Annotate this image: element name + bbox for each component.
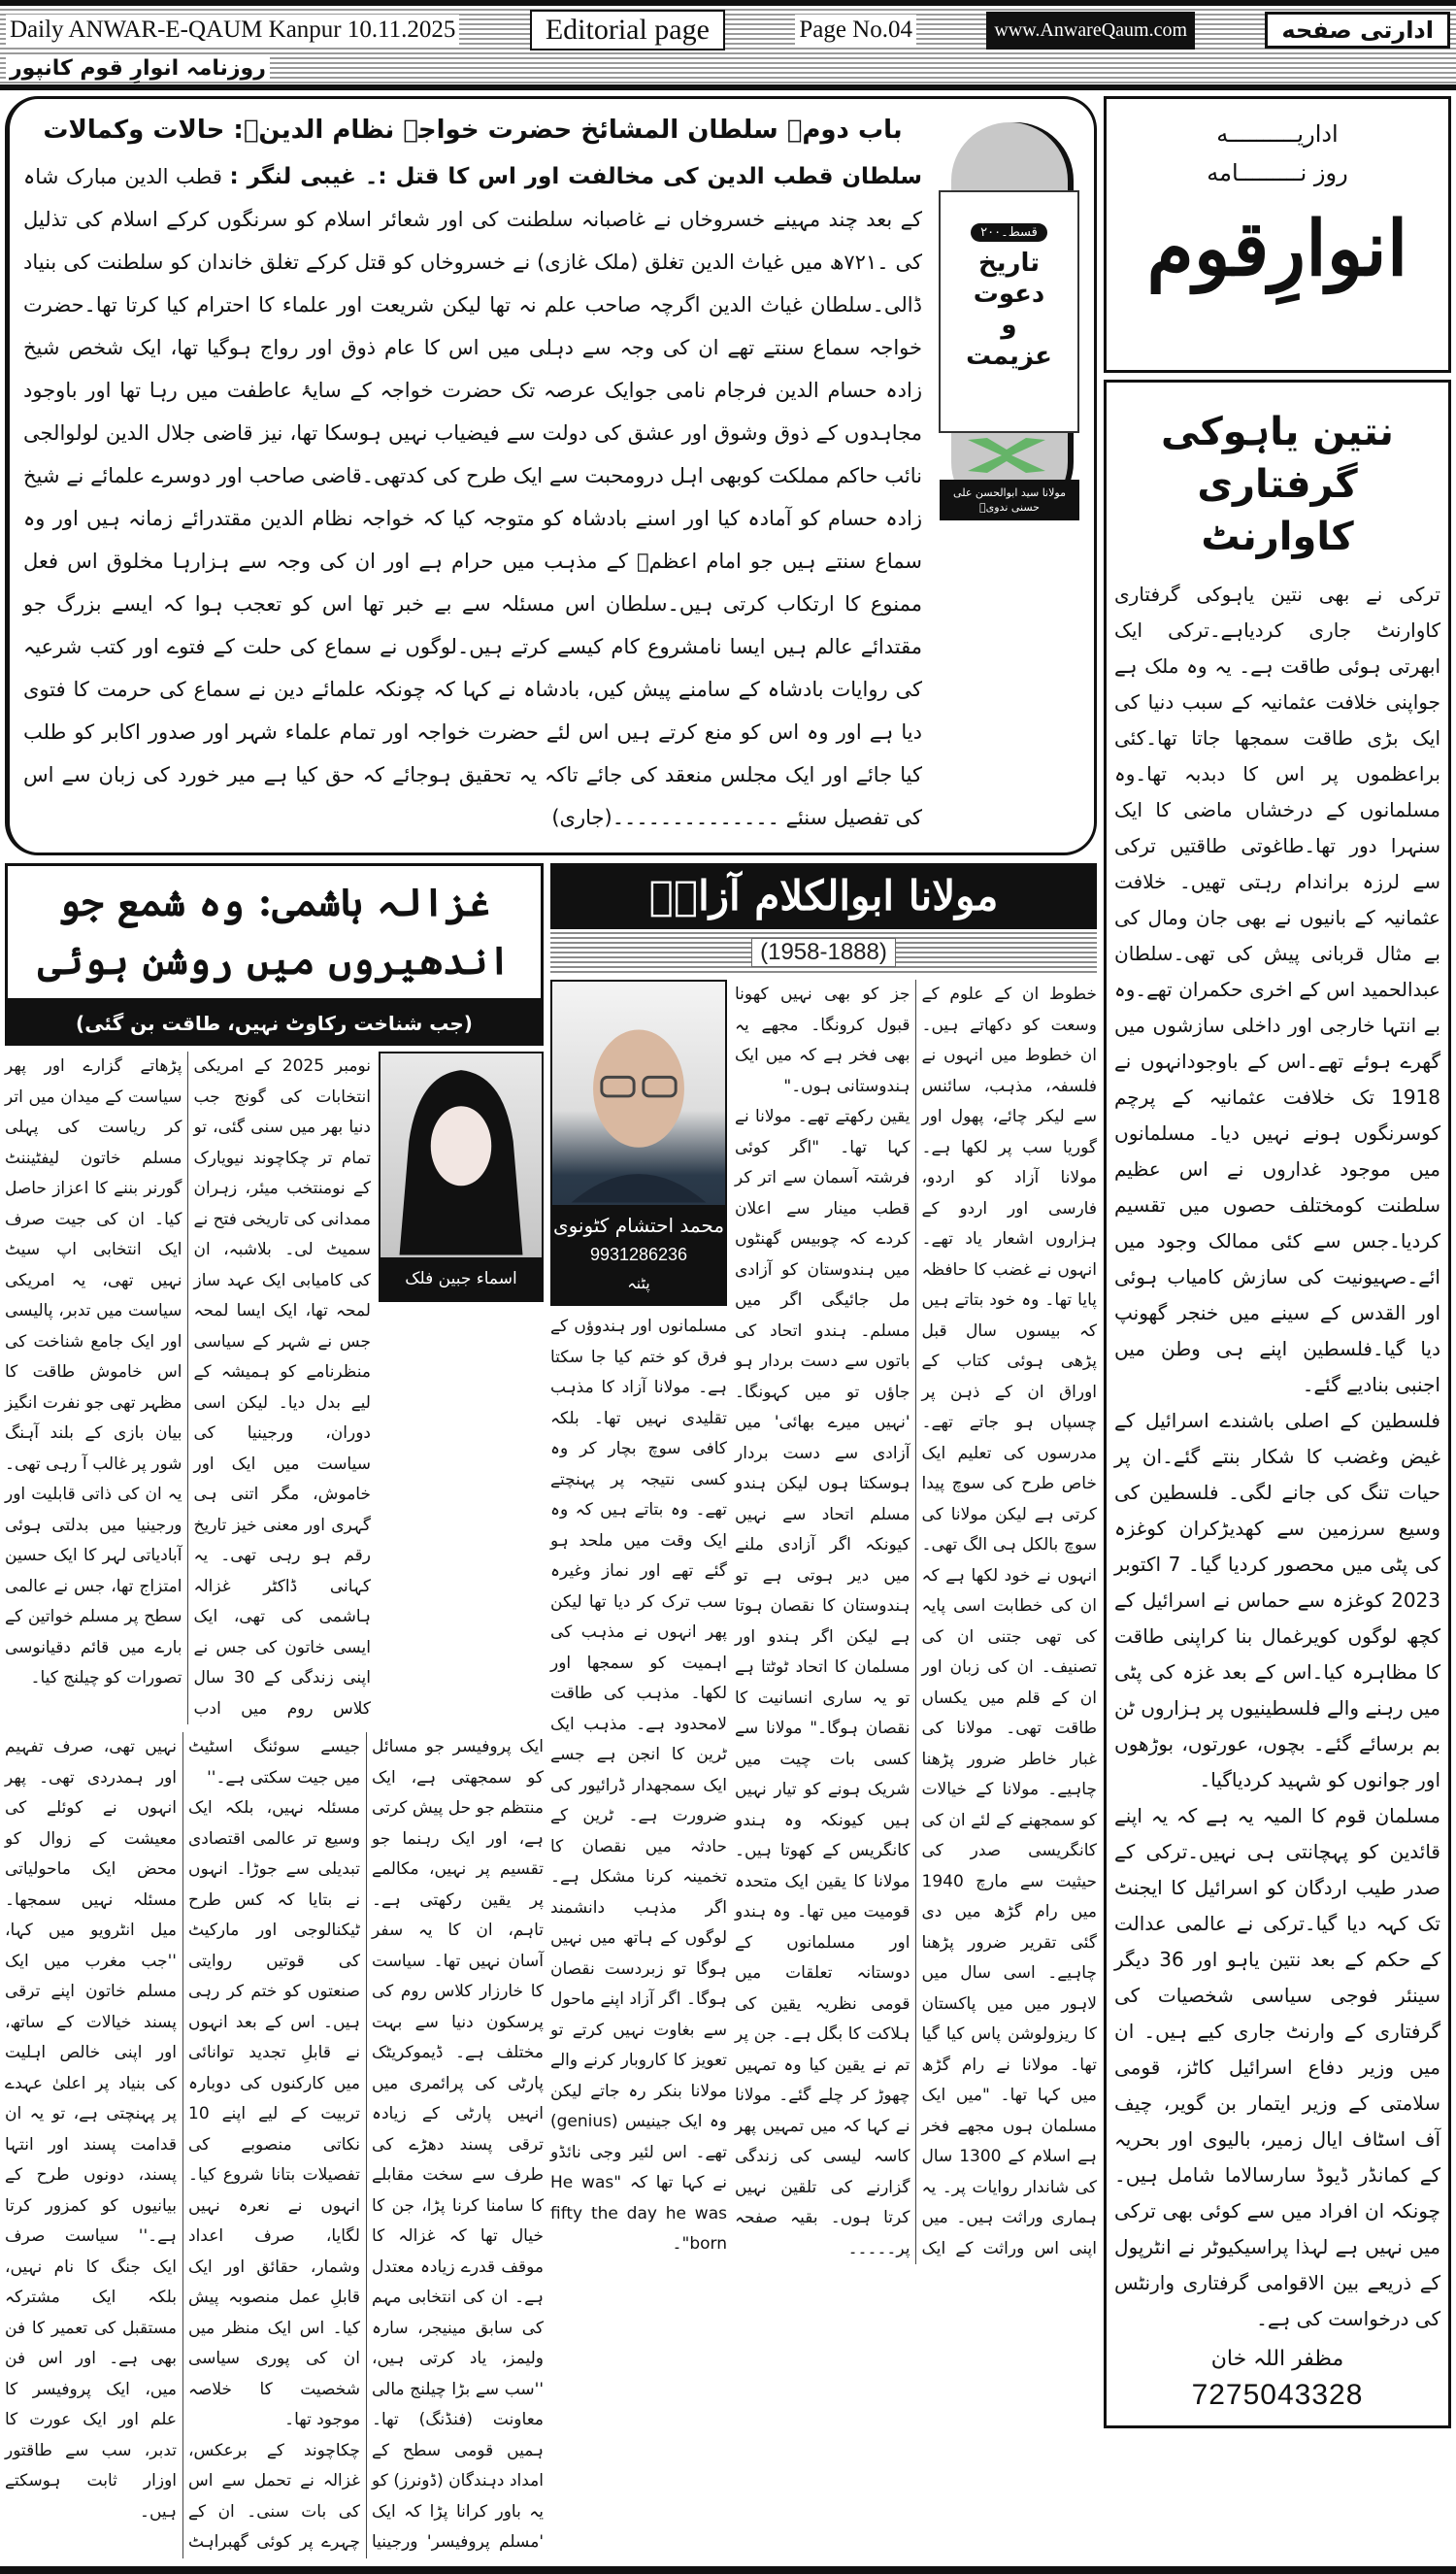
top-article-main — [23, 113, 922, 839]
page-number: Page No.04 — [795, 15, 916, 46]
editorial-headline: نتین یاہوکی گرفتاری کاوارنٹ — [1161, 410, 1394, 559]
azad-row — [550, 980, 1097, 2264]
editorial-author: مظفر اللہ خان — [1210, 2347, 1344, 2371]
paper-logo: انوارِقوم — [1146, 205, 1408, 293]
installment-badge: قسط۔۲۰۰ — [971, 223, 1047, 242]
section-title-en: Editorial page — [530, 10, 725, 50]
top-article — [5, 96, 1097, 855]
portrait-image — [381, 1053, 542, 1257]
ghazala-article — [5, 863, 544, 2558]
portrait-image — [552, 982, 725, 1205]
author-photo — [379, 1052, 544, 1302]
article-body-right — [550, 1312, 727, 2260]
series-title — [941, 248, 1077, 372]
masthead-bar — [0, 0, 1456, 90]
section-title-ur: ادارتی صفحه — [1265, 12, 1450, 49]
paragraph: مسلمانوں اور ہندوؤں کے فرق کو ختم کیا جا سکتا ہے۔ مولانا آزاد کا مذہب تقلیدی نہیں تھا۔ بلکہ کافی سوچ بچار کر وہ کسی نتیجہ پر پہنچتے تھے۔ وہ بتاتے ہیں کہ وہ ایک وقت میں ملحد ہو گئے تھے اور نماز وغیرہ سب ترک کر دیا تھا لیکن پھر انہوں نے مذہب کی اہمیت کو سمجھا اور لکھا۔ مذہب کی طاقت لامحدود ہے۔ مذہب ایک ٹرین کا انجن ہے جسے ایک سمجھدار ڈرائیور کی ضرورت ہے۔ ٹرین کے حادثہ میں نقصان کا تخمینہ کرنا مشکل ہے۔ اگر مذہب دانشمند لوگوں کے ہاتھ میں نہیں ہوگا تو زبردست نقصان ہوگا۔ اگر آزاد اپنے ماحول سے بغاوت نہیں کرتے تو تعویز کا کاروبار کرنے والے مولانا بنکر رہ جاتے لیکن وہ ایک جینیس (genius) تھے۔ اس لئیر وجی نائڈو نے کہا تھا کہ "He was fifty the day he was born"۔ — [550, 1317, 727, 2254]
paper-date: Daily ANWAR-E-QAUM Kanpur 10.11.2025 — [6, 15, 459, 46]
azad-article — [550, 863, 1097, 2264]
author-caption: اسماء جبین فلک — [381, 1257, 542, 1300]
article-body-upper — [5, 1052, 371, 1724]
daily-label: روز نـــــــــامه — [1207, 159, 1348, 186]
paragraph: ترکی نے بھی نتین یاہوکی گرفتاری کاوارنٹ جاری کردیاہے۔ترکی ایک ابھرتی ہوئی طاقت ہے۔ یہ وہ ملک ہے جواپنی خلافت عثمانیہ کے سبب دنیا کی ایک بڑی طاقت سمجھا جاتا تھا۔کئی براعظموں پر اس کا دبدبہ تھا۔وہ مسلمانوں کے درخشاں ماضی کا ایک سنہرا دور تھا۔طاغوتی طاقتیں ترکی سے لرزہ براندام رہتی تھیں۔ خلافت عثمانیہ کے بانیوں نے بھی جان ومال کی بے مثال قربانی پیش کی تھی۔سلطان عبدالحمید اس کے اخری حکمران تھے۔وہ بے انتہا خارجی اور داخلی سازشوں میں گھرے ہوئے تھے۔اس کے باوجودانہوں نے 1918 تک خلافت عثمانیہ کے پرچم کوسرنگوں ہونے نہیں دیا۔ مسلمانوں میں موجود غداروں نے اس عظیم سلطنت کومختلف حصوں میں تقسیم کردیا۔جس سے کئی ممالک وجود میں ائے۔صہیونیت کی سازش کامیاب ہوئی اور القدس کے سینے میں خنجر گھونپ دیا گیا۔فلسطین اپنے ہی وطن میں اجنبی بنادیے گئے۔ — [1114, 583, 1440, 1396]
article-subtitle: (جب شناخت رکاوٹ نہیں، طاقت بن گئی) — [5, 1001, 544, 1046]
editorial-masthead — [1104, 96, 1451, 373]
paragraph: نومبر 2025 کے امریکی انتخابات کی گونج جب دنیا بھر میں سنی گئی، تو تمام تر چکاچوند نیویارک کے نومنتخب میئر، زہران ممدانی کی تاریخی فتح نے سمیٹ لی۔ بلاشبہ، ان کی کامیابی ایک عہد ساز لمحہ تھا، ایک ایسا لمحہ جس نے شہر کے سیاسی منظرنامے کو ہمیشہ کے لیے بدل دیا۔ لیکن اسی دوران، ورجینیا کی سیاست میں ایک اور خاموش، مگر اتنی ہی گہری اور معنی خیز تاریخ رقم ہو رہی تھی۔ یہ کہانی ڈاکٹر غزالہ ہاشمی کی تھی، ایک ایسی خاتون کی جس نے اپنی زندگی کے 30 سال کلاس روم میں ادب پڑھاتے گزارے اور پھر سیاست کے میدان میں اتر کر ریاست کی پہلی مسلم خاتون لیفٹیننٹ گورنر بننے کا اعزاز حاصل کیا۔ ان کی جیت صرف ایک انتخابی اپ سیٹ نہیں تھی، یہ امریکی سیاست میں تدبر، پالیسی اور ایک جامع شناخت کی اس خاموش طاقت کا مظہر تھی جو نفرت انگیز بیان بازی کے بلند آہنگ شور پر غالب آ رہی تھی۔ یہ ان کی ذاتی قابلیت اور ورجینیا میں بدلتی ہوئی آبادیاتی لہر کا ایک حسین امتزاج تھا، جس نے عالمی سطح پر مسلم خواتین کے بارے میں قائم دقیانوسی تصورات کو چیلنج کیا۔ — [5, 1056, 371, 1719]
paragraph: ایک پروفیسر جو مسائل کو سمجھتی ہے، ایک منتظم جو حل پیش کرتی ہے، اور ایک رہنما جو تقسیم پر نہیں، مکالمے پر یقین رکھتی ہے۔ تاہم، ان کا یہ سفر آسان نہیں تھا۔ سیاست کا خارزار کلاس روم کی پرسکون دنیا سے بہت مختلف ہے۔ ڈیموکریٹک پارٹی کی پرائمری میں انہیں پارٹی کے زیادہ ترقی پسند دھڑے کی طرف سے سخت مقابلے کا سامنا کرنا پڑا، جن کا خیال تھا کہ غزالہ کا موقف قدرے زیادہ معتدل ہے۔ ان کی انتخابی مہم کی سابق مینیجر، سارہ ولیمز، یاد کرتی ہیں، ''سب سے بڑا چیلنج مالی معاونت (فنڈنگ) تھا۔ ہمیں قومی سطح کے امداد دہندگان (ڈونرز) کو یہ باور کرانا پڑا کہ ایک 'مسلم پروفیسر' ورجینیا جیسے سوئنگ اسٹیٹ میں جیت سکتی ہے۔'' — [188, 1737, 544, 2552]
website-link[interactable]: www.AnwareQaum.com — [986, 12, 1195, 50]
paragraph: مسلمان قوم کا المیہ یہ ہے کہ یہ اپنے قائدین کو پہچانتی ہی نہیں۔ترکی کے صدر طیب اردگان کو اسرائیل کا ایجنٹ تک کہہ دیا گیا۔ترکی نے عالمی عدالت کے حکم کے بعد نتین یاہو اور 36 دیگر سینئر فوجی سیاسی شخصیات کی گرفتاری کے وارنٹ جاری کیے ہیں۔ ان میں وزیر دفاع اسرائیل کاٹز، قومی سلامتی کے وزیر ایتمار بن گویر، چیف آف اسٹاف ایال زمیر، بالیوی اور بحریہ کے کمانڈر ڈیوڈ سارسالاما شامل ہیں۔چونکہ ان افراد میں سے کوئی بھی ترکی میں نہیں ہے لہذا پراسیکیوٹر نے انٹرپول کے ذریعے بین الاقوامی گرفتاری وارنٹس کی درخواست کی ہے۔ — [1114, 1804, 1440, 2330]
ghazala-upper-row — [5, 1052, 544, 1724]
article-headline: غزالہ ہاشمی: وہ شمع جو اندھیروں میں روشن ہوئی — [5, 863, 544, 1001]
series-author: مولانا سید ابوالحسن علی حسنی ندویؒ — [940, 480, 1079, 520]
series-title-line: تاریخ دعوت — [973, 249, 1045, 309]
article-body-lower — [5, 1732, 544, 2558]
chapter-title: باب دوم۔ سلطان المشائخ حضرت خواجہ نظام الدینؒ: حالات وکمالات — [43, 116, 903, 145]
years-band — [550, 929, 1097, 974]
article-text: قطب الدین مبارک شاہ کے بعد چند مہینے خسروخاں نے غاصبانہ سلطنت کی اور شعائر اسلام کو سرنگوں کرکے اسلام کی تذلیل کی ۔۷۲۱ھ میں غیاث الدین تغلق (ملک غازی) نے خسروخاں کو قتل کرکے تغلق خاندان کو سلطنت کی بنیاد ڈالی۔سلطان غیاث الدین اگرچہ صاحب علم نہ تھا لیکن شریعت اور علماء کا احترام کیا کرتا تھا۔حضرت خواجہ سماع سنتے تھے ان کی وجہ سے دہلی میں اس کا عام ذوق اور رواج ہوگیا تھا، ایک شخص شیخ زادہ حسام الدین فرجام نامی جوایک عرصہ تک حضرت خواجہ کے سایۂ عاطفت میں رہا تھا اور باوجود مجاہدوں کے ذوق وشوق اور عشق کی دولت سے فیضیاب نہیں ہوسکا تھا، نیز قاضی جلال الدین لولوالجی نائب حاکم مملکت کوبھی اہل درومحبت سے ایک طرح کی کدتھی۔قاضی صاحب اور دوسرے علمائے نے شیخ زادہ حسام کو آمادہ کیا اور اسنے بادشاہ کو متوجہ کیا کہ خواجہ نظام الدین مقتدرائے زمانہ ہیں اور وہ سماع سنتے ہیں جو امام اعظمؒ کے مذہب میں حرام ہے اور ان کی وجہ سے ہزارہا مخلوق اس فعل ممنوع کا ارتکاب کرتی ہیں۔سلطان اس مسئلہ سے بے خبر تھا اس کو تعجب ہوا کہ ایسے بزرگ جو مقتدائے عالم ہیں ایسا نامشروع کام کیسے کرتے ہیں۔لوگوں نے سماع کی حلت کے فتوے اور کتب شرعیہ کی روایات بادشاہ کے سامنے پیش کیں، بادشاہ نے کہا کہ چونکہ علمائے دین نے سماع کی حرمت کا فتوی دیا ہے اور وہ اس کو منع کرتے ہیں اس لئے حضرت خواجہ اور تمام علماء شہر اور صدور اکابر کو طلب کیا جائے اور ایک مجلس منعقد کی جائے تاکہ یہ تحقیق ہوجائے کہ حق کیا ہے میر خورد کی زبان سے اس کی تفصیل سنئے ۔۔۔۔۔۔۔۔۔۔۔۔۔۔(جاری) — [23, 165, 922, 829]
idaria-label: اداریــــــــــه — [1216, 120, 1339, 148]
author-byline — [552, 1205, 725, 1304]
article-headline: مولانا ابوالکلام آزادؒ — [550, 863, 1097, 929]
article-body — [23, 155, 922, 839]
article-years: (1958-1888) — [751, 938, 896, 967]
paragraph: چکاچوند کے برعکس، غزالہ نے تحمل سے اس کی بات سنی۔ ان کے چہرے پر کوئی گھبراہٹ نہیں تھی، صرف تفہیم اور ہمدردی تھی۔ پھر انہوں نے کوئلے کی معیشت کے زوال کو محض ایک ماحولیاتی مسئلہ نہیں سمجھا۔ میل انٹرویو میں کہا، ''جب مغرب میں ایک مسلم خاتون اپنے ترقی پسند خیالات کے ساتھ، اور اپنی خالص اہلیت کی بنیاد پر اعلیٰ عہدے پر پہنچتی ہے، تو یہ ان قدامت پسند اور انتہا پسند، دونوں طرح کے بیانیوں کو کمزور کرتا ہے۔'' سیاست صرف ایک جنگ کا نام نہیں، بلکہ ایک مشترکہ مستقبل کی تعمیر کا فن بھی ہے۔ اور اس فن میں، ایک پروفیسر کا علم اور ایک عورت کا تدبر، سب سے طاقتور اوزار ثابت ہوسکتے ہیں۔ — [5, 1737, 360, 2552]
paper-logo-ur: روزنامہ انوارِ قوم کانپور — [6, 56, 270, 81]
article-body-left — [735, 980, 1097, 2264]
author-city: پٹنہ — [627, 1274, 650, 1292]
article-subhead: سلطان قطب الدین کی مخالفت اور اس کا قتل :۔ غیبی لنگر : — [229, 164, 922, 189]
emblem-card — [939, 190, 1079, 433]
paragraph: مسئلہ نہیں، بلکہ ایک وسیع تر عالمی اقتصادی تبدیلی سے جوڑا۔ انہوں نے بتایا کہ کس طرح ٹیکنالوجی اور مارکیٹ کی قوتیں روایتی صنعتوں کو ختم کر رہی ہیں۔ اس کے بعد انہوں نے قابلِ تجدید توانائی میں کارکنوں کی دوبارہ تربیت کے لیے اپنے 10 نکاتی منصوبے کی تفصیلات بتانا شروع کیا۔ انہوں نے نعرہ نہیں لگایا، صرف اعداد وشمار، حقائق اور ایک قابلِ عمل منصوبہ پیش کیا۔ اس ایک منظر میں ان کی پوری سیاسی شخصیت کا خلاصہ موجود تھا۔ — [188, 1798, 360, 2429]
paragraph: یقین رکھتے تھے۔ مولانا نے کہا تھا۔ "اگر کوئی فرشتہ آسمان سے اتر کر قطب مینار سے اعلان کردے کہ چوبیس گھنٹوں میں ہندوستان کو آزادی مل جائیگی اگر میں مسلم۔ ہندو اتحاد کی باتوں سے دست بردار ہو جاؤں تو میں کہونگا۔ 'نہیں میرے بھائی' میں آزادی سے دست بردار ہوسکتا ہوں لیکن ہندو مسلم اتحاد سے نہیں کیونکہ اگر آزادی ملنے میں دیر ہوتی ہے تو ہندوستان کا نقصان ہوتا ہے لیکن اگر ہندو اور مسلمان کا اتحاد ٹوٹتا ہے تو یہ ساری انسانیت کا نقصان ہوگا۔" مولانا سے کسی بات چیت میں شریک ہونے کو تیار نہیں ہیں کیونکہ وہ ہندو کانگریس کے کھوتا ہیں۔ مولانا کا یقین ایک متحدہ قومیت میں تھا۔ وہ ہندو اور مسلمانوں کے دوستانہ تعلقات میں قومی نظریہ یقین کی ہلاکت کا بگل ہے۔ جن پر تم نے یقین کیا وہ تمہیں چھوڑ کر چلے گئے۔ مولانا نے کہا کہ میں تمہیں پھر کاسہ لیسی کی زندگی گزارنے کی تلقین نہیں کرتا ہوں۔ بقیہ صفحہ پر۔۔۔۔۔ — [735, 1107, 910, 2258]
series-emblem — [934, 113, 1084, 530]
azad-right-stack — [550, 980, 727, 2260]
author-photo — [550, 980, 727, 1306]
paragraph: فلسطین کے اصلی باشندے اسرائیل کے غیض وغضب کا شکار بنتے گئے۔ان پر حیات تنگ کی جانے لگی۔ فلسطین کی وسیع سرزمین سے کھدیڑکران کوغزہ کی پٹی میں محصور کردیا گیا۔ 7 اکتوبر 2023 کوغزہ سے حماس نے اسرائیل کے کچھ لوگوں کویرغمال بنا کراپنی طاقت کا مظاہرہ کیا۔اس کے بعد غزہ کی پٹی میں رہنے والے فلسطینیوں پر ہزاروں ٹن بم برسائے گئے۔ بچوں، عورتوں، بوڑھوں اور جوانوں کو شہید کردیاگیا۔ — [1114, 1409, 1441, 1791]
page-body — [0, 90, 1456, 2558]
author-phone: 9931286236 — [589, 1245, 688, 1264]
left-area — [5, 96, 1097, 2558]
editorial-phone: 7275043328 — [1191, 2379, 1364, 2411]
series-title-line: و — [1001, 311, 1017, 340]
paragraph: خطوط ان کے علوم کے وسعت کو دکھاتے ہیں۔ ان خطوط میں انہوں نے فلسفہ، مذہب، سائنس سے لیکر چائے، پھول اور گوریا سب پر لکھا ہے۔ مولانا آزاد کو اردو، فارسی اور اردو کے ہزاروں اشعار یاد تھے۔ انہوں نے غضب کا حافظہ پایا تھا۔ وہ خود بتاتے ہیں کہ بیسوں سال قبل پڑھی ہوئی کتاب کے اوراق ان کے ذہن پر چسپاں ہو جاتے تھے۔ مدرسوں کی تعلیم ایک خاص طرح کی سوچ پیدا کرتی ہے لیکن مولانا کی سوچ بالکل ہی الگ تھی۔ انہوں نے خود لکھا ہے کہ ان کی خطابت اسی پایہ کی تھی جتنی ان کی تصنیف۔ ان کی زبان اور ان کے قلم میں یکساں طاقت تھی۔ مولانا کی غبار خاطر ضرور پڑھنا چاہیے۔ مولانا کے خیالات کو سمجھنے کے لئے ان کی کانگریسی صدر کی حیثیت سے مارچ 1940 میں رام گڑھ میں دی گئی تقریر ضرور پڑھنا چاہیے۔ اسی سال میں لاہور میں میں پاکستان کا ریزولوشن پاس کیا گیا تھا۔ مولانا نے رام گڑھ میں کہا تھا۔ "میں ایک مسلمان ہوں مجھے فخر ہے اسلام کے 1300 سال کی شاندار روایات پر۔ یہ ہماری وراثت ہیں۔ میں اپنی اس وراثت کے ایک جز کو بھی نہیں کھونا قبول کرونگا۔ مجھے یہ بھی فخر ہے کہ میں ایک ہندوستانی ہوں۔" — [735, 985, 1097, 2258]
editorial-article — [1104, 380, 1451, 2428]
open-book-icon — [963, 438, 1050, 473]
footer-rule — [0, 2566, 1456, 2574]
right-column — [1104, 96, 1451, 2428]
series-title-line: عزیمت — [966, 342, 1052, 371]
author-name: محمد احتشام کٹونوی — [552, 1214, 725, 1237]
lower-area — [5, 863, 1097, 2558]
